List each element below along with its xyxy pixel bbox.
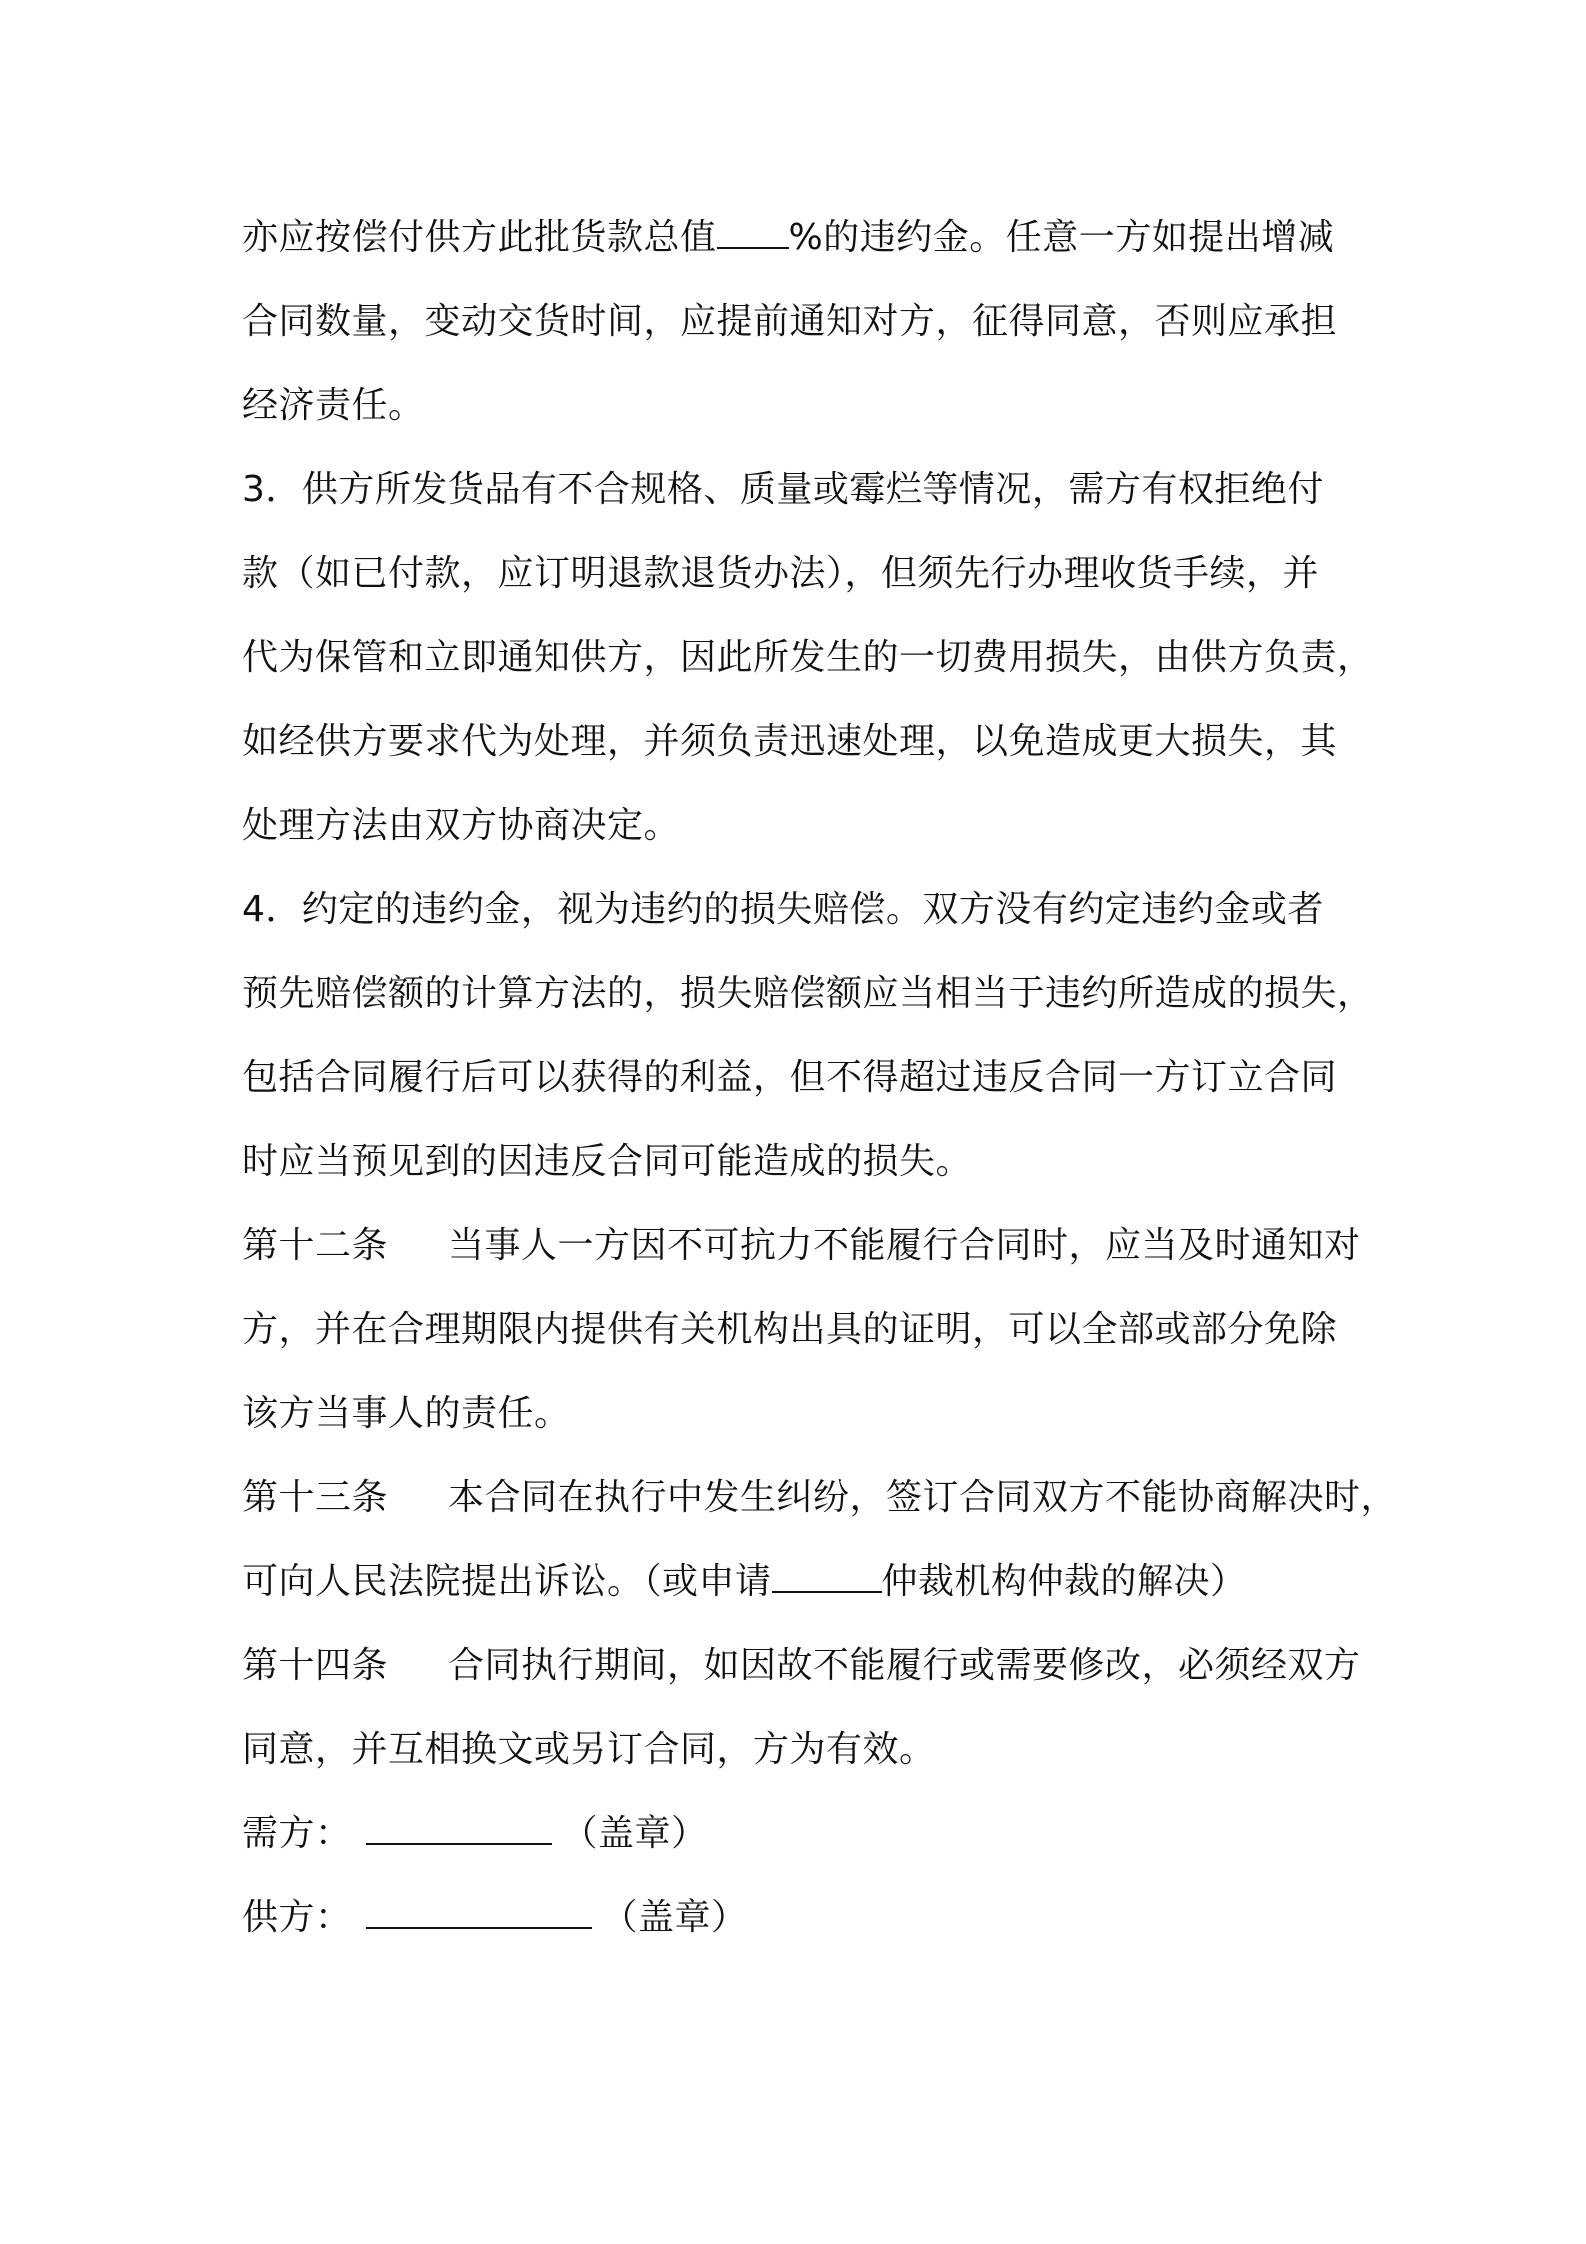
article-14-label: 第十四条 xyxy=(242,1645,389,1686)
article-13-label: 第十三条 xyxy=(242,1477,389,1518)
text-line: 经济责任。 xyxy=(242,385,425,426)
text-segment: 仲裁机构仲裁的解决） xyxy=(881,1561,1247,1602)
item-4-line: 预先赔偿额的计算方法的，损失赔偿额应当相当于违约所造成的损失， xyxy=(242,973,1374,1014)
demand-party-label: 需方： xyxy=(242,1813,352,1854)
item-3-line: 代为保管和立即通知供方，因此所发生的一切费用损失，由供方负责， xyxy=(242,637,1374,678)
article-14-line: 同意，并互相换文或另订合同，方为有效。 xyxy=(242,1729,936,1770)
arbitration-blank xyxy=(772,1561,882,1593)
article-12-label: 第十二条 xyxy=(242,1225,389,1266)
text-segment: 本合同在执行中发生纠纷，签订合同双方不能协商解决时， xyxy=(448,1477,1398,1518)
demand-party-signature-line xyxy=(242,1792,1372,1876)
text-segment: 亦应按偿付供方此批货款总值 xyxy=(242,217,717,258)
supply-party-signature-blank xyxy=(366,1897,592,1929)
text-segment: %的违约金。任意一方如提出增减 xyxy=(788,217,1335,258)
text-segment: 可向人民法院提出诉讼。（或申请 xyxy=(242,1561,772,1602)
article-13-line xyxy=(242,1540,1372,1624)
article-12-line: 该方当事人的责任。 xyxy=(242,1393,571,1434)
article-14-line xyxy=(242,1624,1372,1708)
supply-party-signature-line xyxy=(242,1876,1372,1960)
item-3-line: 如经供方要求代为处理，并须负责迅速处理，以免造成更大损失，其 xyxy=(242,721,1338,762)
text-segment: 当事人一方因不可抗力不能履行合同时，应当及时通知对 xyxy=(448,1225,1361,1266)
item-4-line: 包括合同履行后可以获得的利益，但不得超过违反合同一方订立合同 xyxy=(242,1057,1338,1098)
text-line xyxy=(242,196,1372,280)
demand-party-seal: （盖章） xyxy=(561,1813,708,1854)
demand-party-signature-blank xyxy=(366,1813,552,1845)
item-3-line: 处理方法由双方协商决定。 xyxy=(242,805,681,846)
document-body xyxy=(242,196,1398,1960)
item-3-line: 3．供方所发货品有不合规格、质量或霉烂等情况，需方有权拒绝付 xyxy=(242,469,1324,510)
text-line: 合同数量，变动交货时间，应提前通知对方，征得同意，否则应承担 xyxy=(242,301,1338,342)
percentage-blank xyxy=(717,217,789,249)
supply-party-label: 供方： xyxy=(242,1897,352,1938)
article-12-line: 方，并在合理期限内提供有关机构出具的证明，可以全部或部分免除 xyxy=(242,1309,1338,1350)
article-12-line xyxy=(242,1204,1372,1288)
item-4-line: 4．约定的违约金，视为违约的损失赔偿。双方没有约定违约金或者 xyxy=(242,889,1324,930)
item-4-line: 时应当预见到的因违反合同可能造成的损失。 xyxy=(242,1141,973,1182)
supply-party-seal: （盖章） xyxy=(601,1897,748,1938)
item-3-line: 款（如已付款，应订明退款退货办法），但须先行办理收货手续，并 xyxy=(242,553,1320,594)
text-segment: 合同执行期间，如因故不能履行或需要修改，必须经双方 xyxy=(448,1645,1361,1686)
article-13-line xyxy=(242,1456,1398,1540)
